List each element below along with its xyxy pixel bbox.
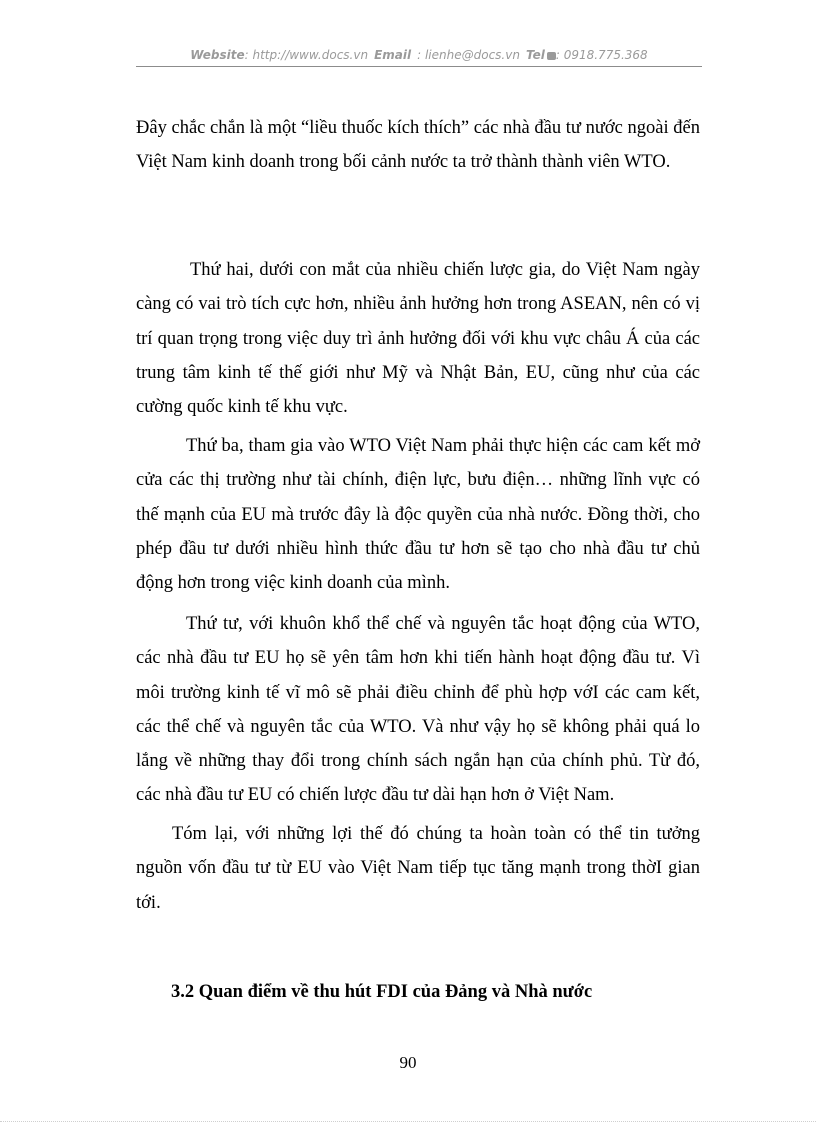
website-value: : http://www.docs.vn [244, 48, 369, 62]
section-heading: 3.2 Quan điểm về thu hút FDI của Đảng và Nhà nước [171, 982, 593, 1002]
paragraph-thu-tu: Thứ tư, với khuôn khổ thể chế và nguyên tắc hoạt động của WTO, các nhà đầu tư EU họ sẽ yên tâm hơn khi tiến hành hoạt động đầu tư. Vì môi trường kinh tế vĩ mô sẽ phải điều chỉnh để phù hợp vớI các cam kết, các thể chế và nguyên tắc của WTO. Và như vậy họ sẽ không phải quá lo lắng về những thay đổi trong chính sách ngắn hạn của chính phủ. Từ đó, các nhà đầu tư EU có chiến lược đầu tư dài hạn hơn ở Việt Nam. [136, 614, 700, 806]
page-number: 90 [399, 1053, 417, 1072]
paragraph-thu-ba: Thứ ba, tham gia vào WTO Việt Nam phải thực hiện các cam kết mở cửa các thị trường như tài chính, điện lực, bưu điện… những lĩnh vực có thế mạnh của EU mà trước đây là độc quyền của nhà nước. Đồng thời, cho phép đầu tư dưới nhiều hình thức đầu tư hơn sẽ tạo cho nhà đầu tư chủ động hơn trong việc kinh doanh của mình. [136, 436, 700, 594]
tel-value: : 0918.775.368 [555, 48, 648, 62]
paragraph-intro: Đây chắc chắn là một “liều thuốc kích thích” các nhà đầu tư nước ngoài đến Việt Nam kinh doanh trong bối cảnh nước ta trở thành thành viên WTO. [136, 118, 700, 173]
page-header [136, 46, 702, 67]
website-label: Website [190, 48, 245, 62]
footer-divider [0, 1121, 816, 1122]
telephone-icon [547, 52, 556, 60]
tel-label: Tel [525, 48, 545, 62]
paragraph-thu-hai: Thứ hai, dưới con mắt của nhiều chiến lược gia, do Việt Nam ngày càng có vai trò tích cực hơn, nhiều ảnh hưởng hơn trong ASEAN, nên có vị trí quan trọng trong việc duy trì ảnh hưởng đối với khu vực châu Á của các trung tâm kinh tế thế giới như Mỹ và Nhật Bản, EU, cũng như của các cường quốc kinh tế khu vực. [136, 260, 700, 418]
email-label: Email [374, 48, 412, 62]
email-value: : lienhe@docs.vn [417, 48, 520, 62]
paragraph-tom-lai: Tóm lại, với những lợi thế đó chúng ta hoàn toàn có thể tin tưởng nguồn vốn đầu tư từ EU vào Việt Nam tiếp tục tăng mạnh trong thờI gian tới. [136, 824, 700, 913]
